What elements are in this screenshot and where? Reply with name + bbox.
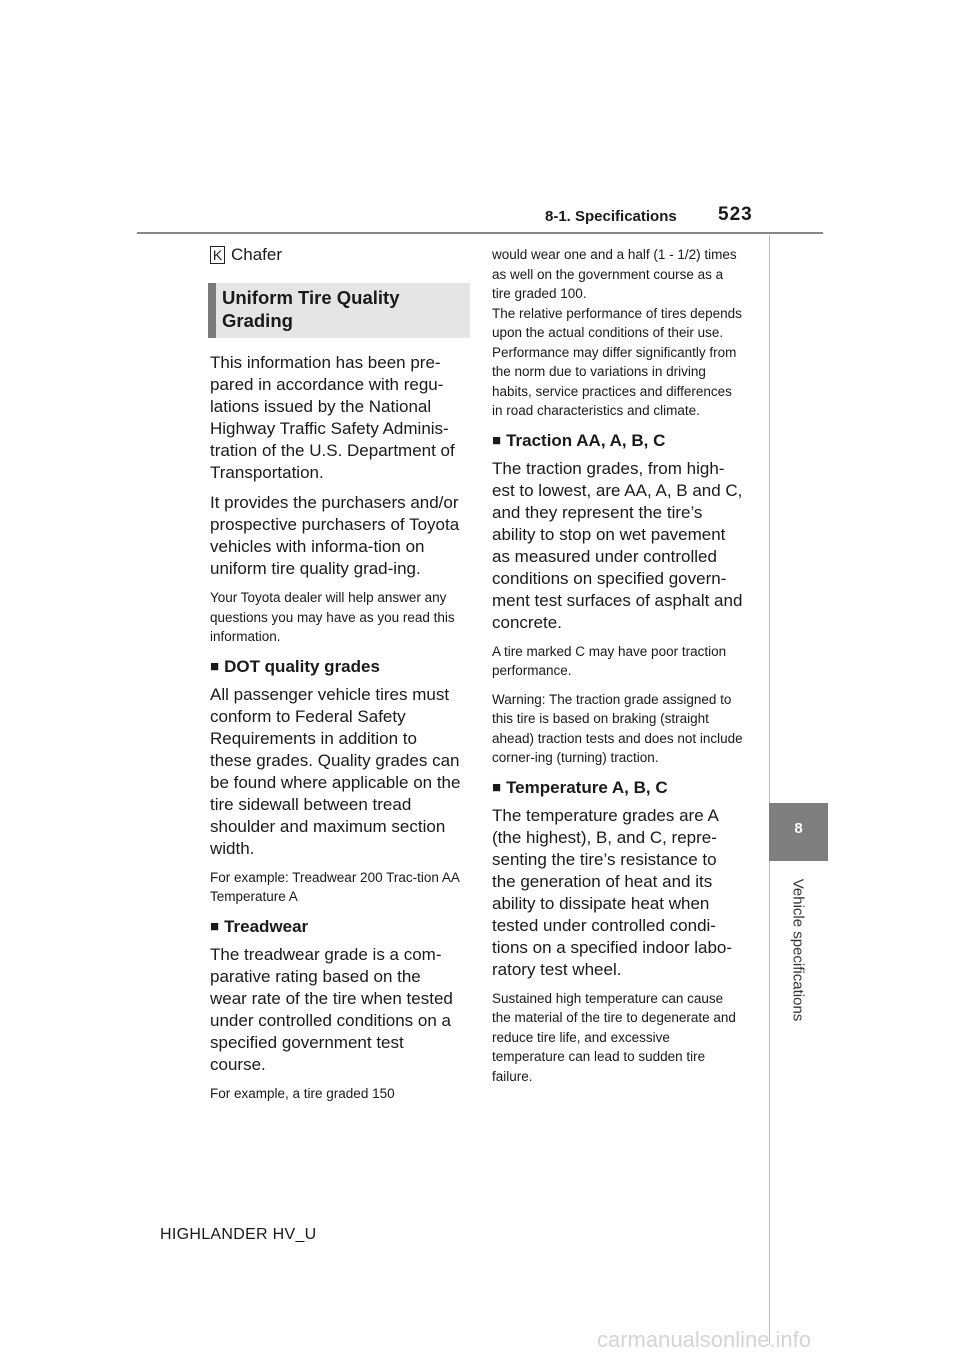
subheading	[210, 656, 462, 678]
left-column	[210, 245, 462, 1112]
footer-model: HIGHLANDER HV_U	[160, 1226, 317, 1243]
note-paragraph: A tire marked C may have poor traction performance.	[492, 643, 727, 678]
note-paragraph: Sustained high temperature can cause the material of the tire to degenerate and reduce tire life, and excessive temperature can lead to sudden tire failure.	[492, 990, 736, 1084]
chafer-item	[210, 245, 462, 265]
subheading-label: DOT quality grades	[224, 656, 380, 676]
side-divider	[769, 235, 770, 1345]
square-bullet-icon: ■	[492, 431, 502, 449]
subheading-label: Treadwear	[224, 916, 309, 936]
square-bullet-icon: ■	[492, 778, 502, 796]
subheading	[492, 430, 744, 452]
section-title: 8-1. Specifications	[545, 208, 677, 225]
note-paragraph: Your Toyota dealer will help answer any questions you may have as you read this information.	[210, 590, 455, 644]
page-number: 523	[718, 204, 753, 225]
right-column	[492, 245, 744, 1095]
subheading	[210, 916, 462, 938]
note-paragraph: For example, a tire graded 150	[210, 1085, 395, 1101]
subheading-label: Temperature A, B, C	[506, 777, 668, 797]
paragraph: The temperature grades are A (the highest), B, and C, repre-senting the tire’s resistance to the generation of heat and its ability to dissipate heat when tested under controlled condi-tions on a specified indoor labo-ratory test wheel.	[492, 805, 733, 979]
header-divider	[137, 232, 823, 234]
chafer-label: Chafer	[231, 245, 283, 264]
paragraph: It provides the purchasers and/or prospective purchasers of Toyota vehicles with informa-tion on uniform tire quality grad-ing.	[210, 493, 460, 578]
paragraph: All passenger vehicle tires must conform to Federal Safety Requirements in addition to these grades. Quality grades can be found where applicable on the tire sidewall between tread shoulder and maximum section width.	[210, 684, 461, 858]
note-paragraph: Warning: The traction grade assigned to this tire is based on braking (straight ahead) traction tests and does not include corner-ing (turning) traction.	[492, 691, 743, 765]
paragraph: This information has been pre-pared in accordance with regu-lations issued by the National Highway Traffic Safety Adminis-tration of the U.S. Department of Transportation.	[210, 353, 455, 482]
note-paragraph: For example: Treadwear 200 Trac-tion AA Temperature A	[210, 869, 460, 904]
square-bullet-icon: ■	[210, 657, 220, 675]
subheading-label: Traction AA, A, B, C	[506, 430, 666, 450]
note-paragraph: The relative performance of tires depends upon the actual conditions of their use. Performance may differ significantly from the norm due to variations in driving habits, service practices and differences in road characteristics and climate.	[492, 305, 742, 418]
chapter-number: 8	[794, 820, 803, 837]
callout-letter: K	[210, 246, 225, 264]
paragraph: The treadwear grade is a com-parative rating based on the wear rate of the tire when tested under controlled conditions on a specified government test course.	[210, 944, 453, 1074]
watermark: carmanualsonline.info	[597, 1327, 812, 1352]
section-heading: Uniform Tire Quality Grading	[208, 283, 470, 338]
chapter-tab	[769, 803, 828, 861]
chapter-label: Vehicle specifications	[789, 878, 807, 1022]
subheading	[492, 777, 744, 799]
note-paragraph: would wear one and a half (1 - 1/2) times as well on the government course as a tire graded 100.	[492, 247, 737, 301]
paragraph: The traction grades, from high-est to lowest, are AA, A, B and C, and they represent the tire’s ability to stop on wet pavement as measured under controlled conditions on specified govern-ment test surfaces of asphalt and concrete.	[492, 458, 743, 632]
square-bullet-icon: ■	[210, 917, 220, 935]
